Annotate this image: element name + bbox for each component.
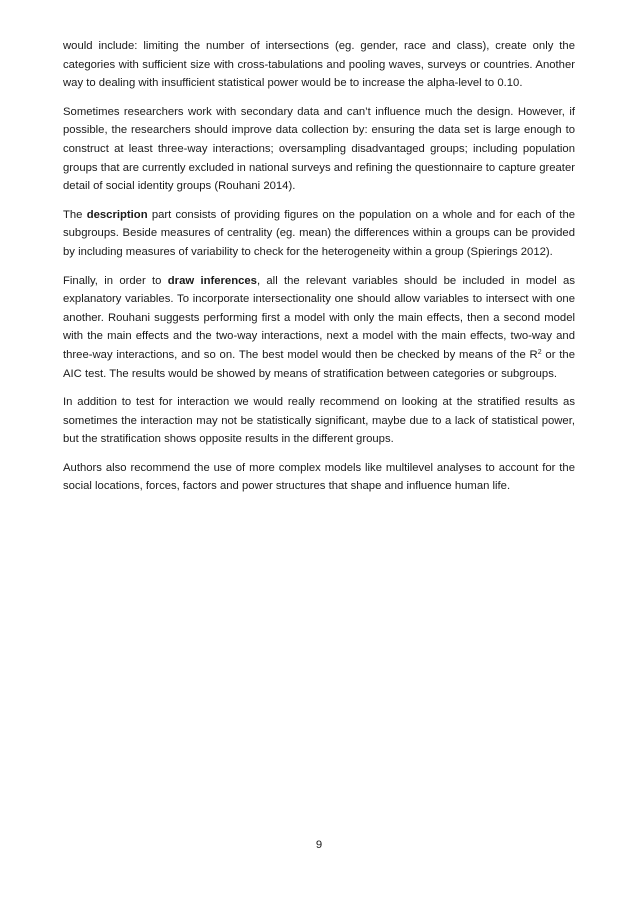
paragraph-draw-inferences — [63, 272, 575, 384]
paragraph-secondary-data — [63, 103, 575, 196]
paragraph-text: Authors also recommend the use of more complex models like multilevel analyses to account for the social locations, forces, factors and power structures that shape and influence human life. — [63, 461, 575, 493]
paragraph-text: Sometimes researchers work with secondary data and can’t influence much the design. However, if possible, the researchers should improve data collection by: ensuring the data set is large enough to construct at least three-way interactions; oversampling disadvantaged groups; including population groups that are currently excluded in national surveys and refining the questionnaire to capture greater detail of social identity groups (Rouhani 2014). — [63, 105, 575, 193]
bold-term-description: description — [86, 208, 148, 221]
paragraph-stratified-results — [63, 393, 575, 449]
superscript-two: 2 — [537, 348, 542, 356]
paragraph-statistical-power — [63, 37, 575, 93]
paragraph-multilevel-analyses — [63, 459, 575, 496]
paragraph-text: part consists of providing figures on the population on a whole and for each of the subgroups. Beside measures of centrality (eg. mean) the differences within a groups can be provided by including measures of variability to check for the heterogeneity within a group (Spierings 2012). — [63, 208, 576, 258]
bold-term-draw-inferences: draw inferences — [167, 274, 257, 287]
paragraph-text: In addition to test for interaction we would really recommend on looking at the stratified results as sometimes the interaction may not be statistically significant, maybe due to a lack of statistical power, but the stratification shows opposite results in the different groups. — [63, 396, 575, 446]
paragraph-text: The — [63, 208, 87, 221]
paragraph-text: would include: limiting the number of intersections (eg. gender, race and class), create only the categories with sufficient size with cross-tabulations and pooling waves, surveys or countries. Another way to dealing with insufficient statistical power would be to increase the alpha-level to 0.10. — [63, 40, 575, 90]
document-body — [63, 37, 575, 506]
paragraph-text: , all the relevant variables should be included in model as explanatory variables. To incorporate intersectionality one should allow variables to intersect with one another. Rouhani suggests performing first a model with only the main effects, then a second model with the main effects and the two-way interactions, next a model with the main effects, two-way and three-way interactions, and so on. The best model would then be checked by means of the R — [63, 274, 575, 361]
page-number: 9 — [315, 839, 323, 851]
paragraph-description — [63, 206, 575, 262]
paragraph-text: or the AIC test. The results would be showed by means of stratification between categories or subgroups. — [63, 348, 575, 380]
paragraph-text: Finally, in order to — [63, 274, 168, 287]
